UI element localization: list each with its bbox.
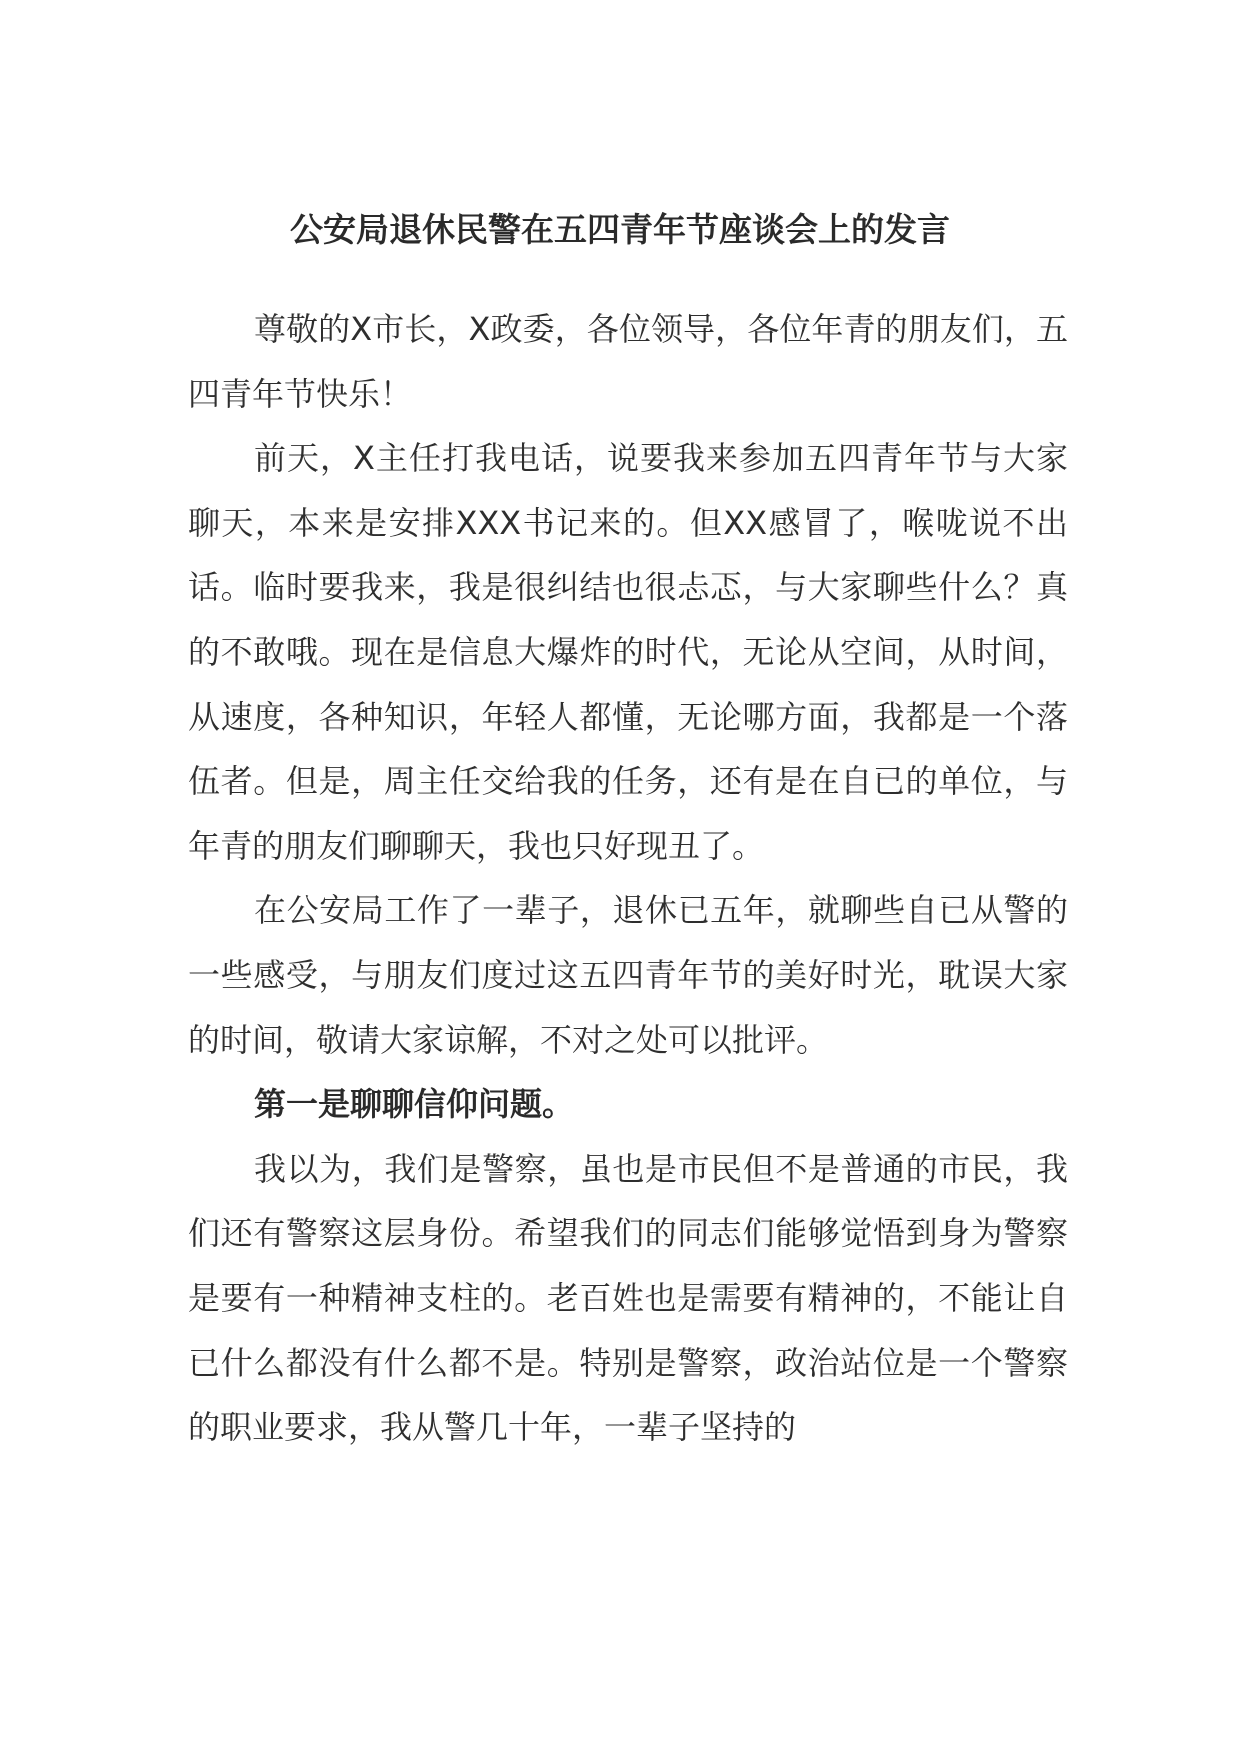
document-body	[188, 297, 1068, 1460]
paragraph-belief: 我以为，我们是警察，虽也是市民但不是普通的市民，我们还有警察这层身份。希望我们的同志们能够觉悟到身为警察是要有一种精神支柱的。老百姓也是需要有精神的，不能让自已什么都没有什么都不是。特别是警察，政治站位是一个警察的职业要求，我从警几十年，一辈子坚持的	[188, 1149, 1068, 1447]
paragraph-introduction: 前天，X主任打我电话，说要我来参加五四青年节与大家聊天，本来是安排XXX书记来的。但XX感冒了，喉咙说不出话。临时要我来，我是很纠结也很忐忑，与大家聊些什么？真的不敢哦。现在是信息大爆炸的时代，无论从空间，从时间，从速度，各种知识，年轻人都懂，无论哪方面，我都是一个落伍者。但是，周主任交给我的任务，还有是在自已的单位，与年青的朋友们聊聊天，我也只好现丑了。	[188, 439, 1068, 865]
paragraph-purpose: 在公安局工作了一辈子，退休已五年，就聊些自已从警的一些感受，与朋友们度过这五四青年节的美好时光，耽误大家的时间，敬请大家谅解，不对之处可以批评。	[188, 891, 1068, 1059]
section-heading-belief: 第一是聊聊信仰问题。	[254, 1085, 575, 1124]
paragraph-greeting: 尊敬的X市长，X政委，各位领导，各位年青的朋友们，五四青年节快乐！	[188, 310, 1068, 413]
document-title: 公安局退休民警在五四青年节座谈会上的发言	[290, 210, 950, 249]
